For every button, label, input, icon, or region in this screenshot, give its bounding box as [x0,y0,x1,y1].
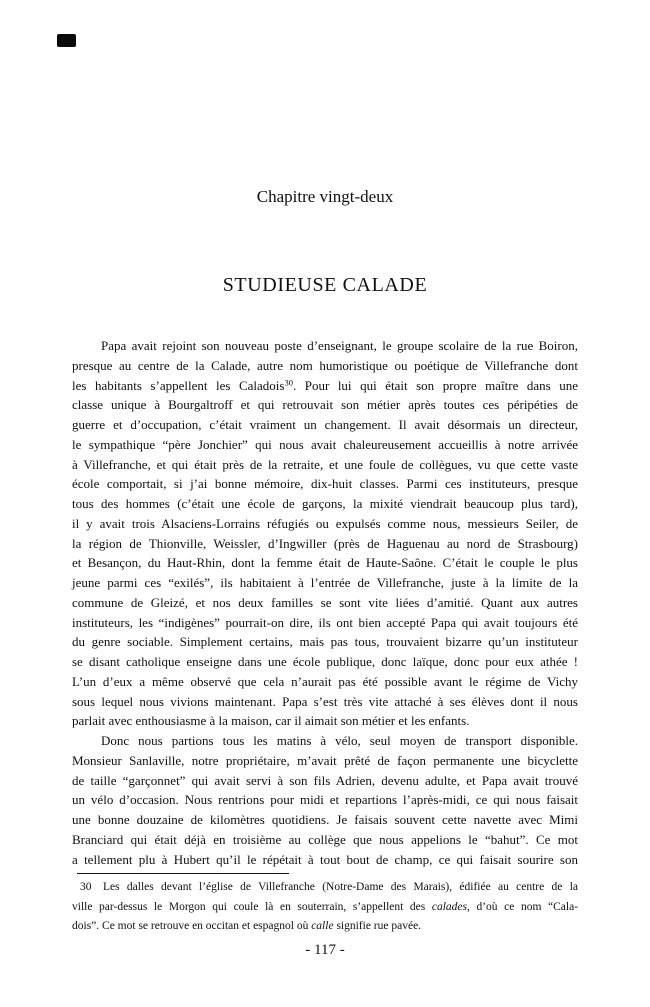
text-line: les habitants s’appellent les Caladois$^{30}$. Pour lui qui était son propre maître dans une [72,377,579,393]
footnote-reference: 30 [284,377,293,387]
text-line: Monsieur Sanlaville, notre propriétaire, m’avait prêté de façon permanente une bicyclette [72,752,578,768]
scan-artifact-mark [57,34,76,47]
text-line: de taille “garçonnet” qui avait servi à son fils Adrien, devenu adulte, et Papa avait trouvé [72,772,578,788]
text-line: Donc nous partions tous les matins à vélo, seul moyen de transport disponible. [101,733,578,748]
text-line: jeune parmi ces “exilés”, ils habitaient à l’entrée de Villefranche, juste à la limite de la [72,575,578,590]
footnote-divider [77,873,289,874]
text-line: une bonne douzaine de kilomètres quotidiens. Je faisais souvent cette navette avec Mimi [72,812,578,827]
text-line: instituteurs, les “indigènes” pourrait-on dire, ils ont bien accepté Papa qui avait toujours été [72,614,578,630]
text-line: tous des hommes (c’était une école de garçons, la mixité viendrait beaucoup plus tard), [72,496,578,511]
text-line: presque au centre de la Calade, autre nom humoristique ou poétique de Villefranche dont [72,357,578,373]
paragraph [72,336,578,731]
text-line: guerre et d’occupation, c’était vraiment un changement. Il avait désormais un directeur, [72,417,578,432]
text-line: 30 Les dalles devant l’église de Villefranche (Notre-Dame des Marais), édifiée au centre de la [80,881,578,893]
text-line: et Besançon, du Haut-Rhin, dont la femme était de Haute-Saône. C’était le couple le plus [72,555,578,571]
text-line: à Villefranche, et qui était près de la retraite, et une foule de collègues, vu que cette vaste [72,456,578,472]
text-line: ville par-dessus le Morgon qui coule là en souterrain, s’appellent des calades, d’où ce nom “Cala- [72,900,578,913]
page-number: - 117 - [305,942,345,958]
text-line: du genre sociable. Simplement certains, mais pas tous, trouvaient bizarre qu’un instituteur [72,634,578,650]
text-line: dois”. Ce mot se retrouve en occitan et espagnol où calle signifie rue pavée. [72,920,422,932]
text-line: a tellement plu à Hubert qu’il le répétait à tout bout de champ, ce qui faisait sourire son [72,851,578,867]
text-line: Papa avait rejoint son nouveau poste d’enseignant, le groupe scolaire de la rue Boiron, [101,338,578,353]
body-text [72,336,578,869]
footnote [72,878,578,937]
page-title: STUDIEUSE CALADE [222,274,428,296]
paragraph [72,731,578,869]
text-line: un vélo d’occasion. Nous rentrions pour midi et repartions l’après-midi, ce qui nous faisait [72,792,578,808]
text-line: classe unique à Bourgaltroff et qui retrouvait son métier après toutes ces péripéties de [72,397,578,413]
text-line: se disant catholique enseigne dans une école publique, donc laïque, donc pour eux athée ! [72,654,578,669]
text-line: L’un d’eux a même observé que cela n’aurait pas été possible avant le régime de Vichy [72,673,578,689]
text-line: Branciard qui était déjà en troisième au collège que nous appelions le “bahut”. Ce mot [72,831,578,847]
chapter-heading: Chapitre vingt-deux [256,187,394,206]
text-line: le sympathique “père Jonchier” qui nous avait chaleureusement accueillis à notre arrivée [72,436,578,452]
text-line: il y avait trois Alsaciens-Lorrains réfugiés ou expulsés comme nous, messieurs Seiler, de [72,515,578,531]
text-line: sous lequel nous vivions maintenant. Papa s’est très vite attaché à ses élèves dont il nous [72,693,578,709]
text-line: parlait avec enthousiasme à la maison, car il aimait son métier et les enfants. [72,713,470,729]
text-line: école comportait, si j’ai bonne mémoire, dix-huit classes. Parmi ces instituteurs, presque [72,476,578,492]
text-line: commune de Gleizé, et nos deux familles se sont vite liées d’amitié. Quant aux autres [72,594,578,610]
text-line: la région de Thionville, Weissler, d’Ingwiller (près de Haguenau au nord de Strasbourg) [72,535,578,551]
